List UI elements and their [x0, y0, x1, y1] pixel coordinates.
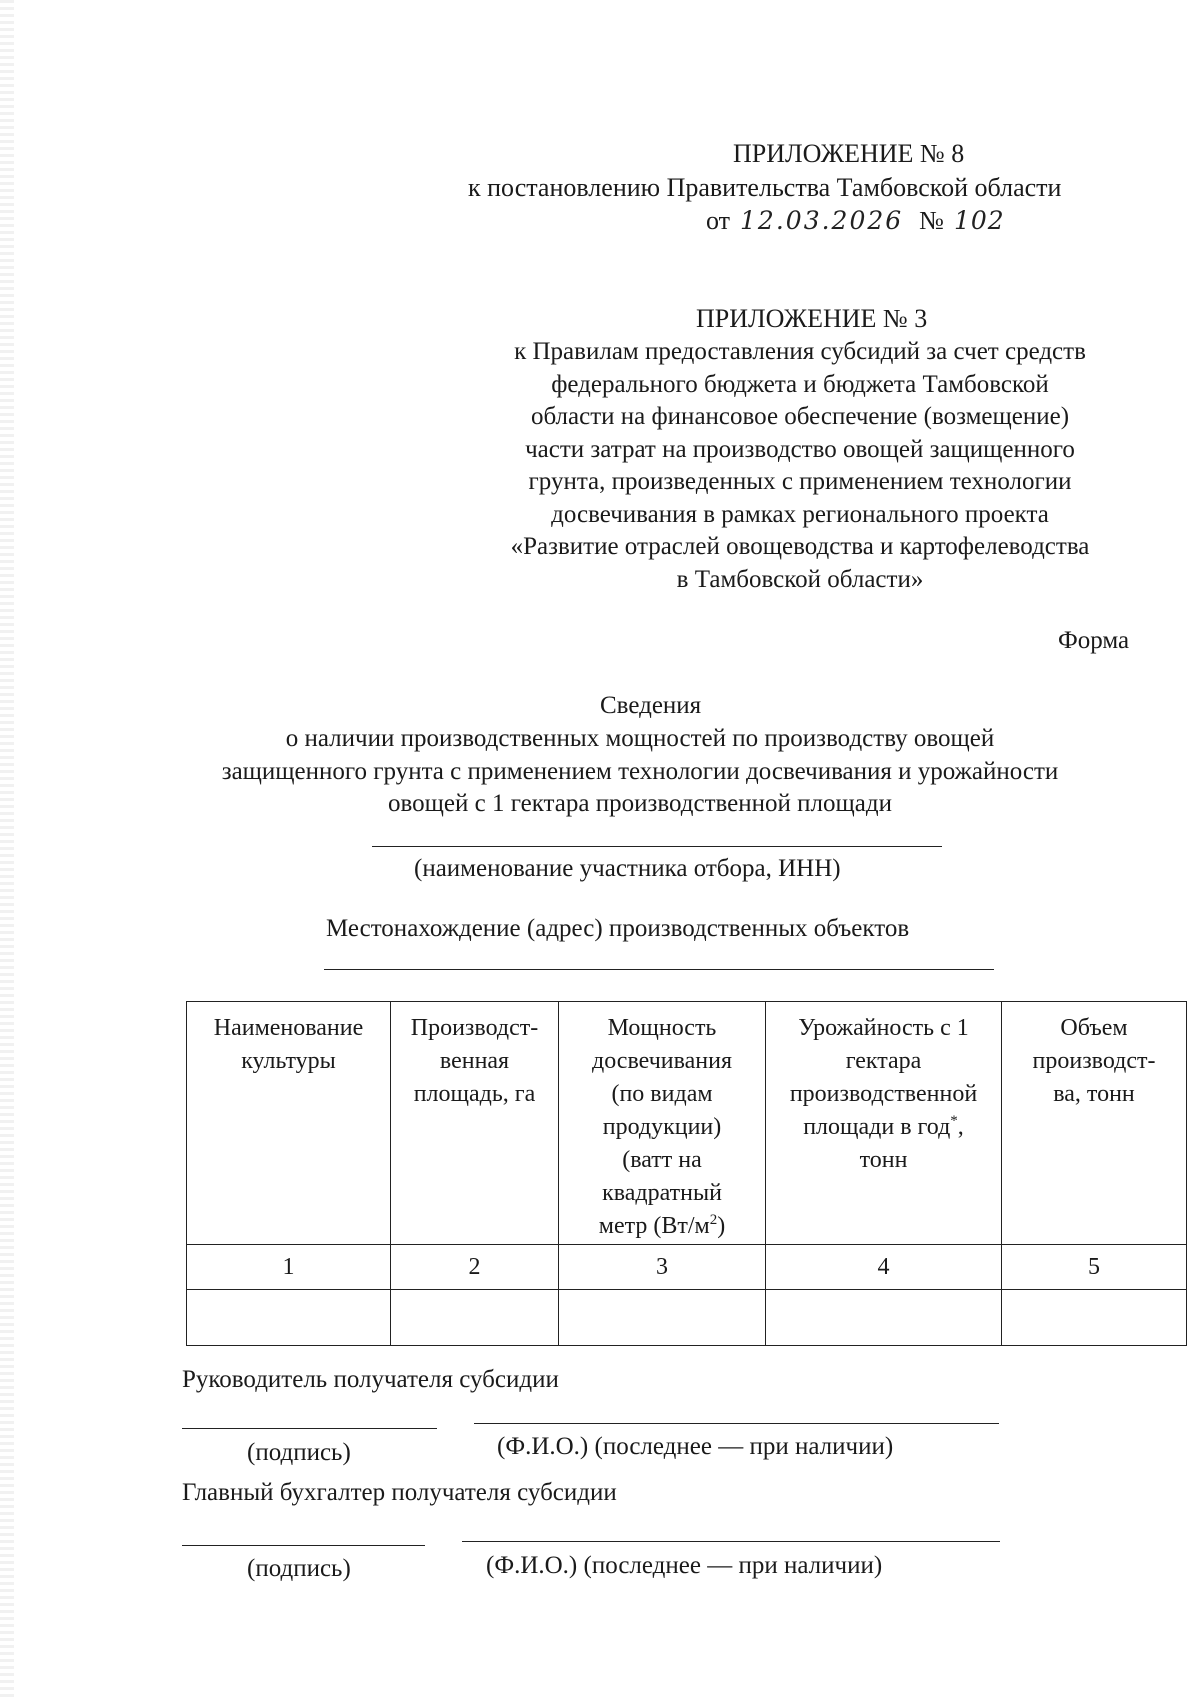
appendix3-line: к Правилам предоставления субсидий за счет средств: [514, 338, 1086, 365]
participant-caption: (наименование участника отбора, ИНН): [414, 855, 841, 882]
heading-line: овощей с 1 гектара производственной площади: [388, 790, 892, 817]
head-signature-line: [182, 1428, 437, 1429]
table-cell[interactable]: [1002, 1290, 1187, 1346]
appendix8-date-line: [706, 205, 1005, 239]
table-cell[interactable]: [391, 1290, 559, 1346]
header-production-volume: Объем производст- ва, тонн: [1002, 1002, 1187, 1245]
scan-edge: [0, 0, 14, 1697]
from-label: от: [706, 206, 731, 235]
header-production-area: Производст- венная площадь, га: [391, 1002, 559, 1245]
appendix8-subtitle: к постановлению Правительства Тамбовской области: [468, 173, 1062, 202]
appendix8-title: ПРИЛОЖЕНИЕ № 8: [733, 139, 965, 168]
header-yield: Урожайность с 1 гектара производственной площади в год*, тонн: [766, 1002, 1002, 1245]
number-label: №: [919, 206, 944, 235]
appendix3-line: досвечивания в рамках регионального проекта: [551, 500, 1049, 528]
column-number: 5: [1002, 1245, 1187, 1290]
table-cell[interactable]: [187, 1290, 391, 1346]
header-crop-name: Наименование культуры: [187, 1002, 391, 1245]
appendix3-line: части затрат на производство овощей защищенного: [525, 435, 1075, 463]
accountant-label: Главный бухгалтер получателя субсидии: [182, 1479, 617, 1506]
accountant-name-line: [462, 1541, 1000, 1542]
column-number: 4: [766, 1245, 1002, 1290]
handwritten-date: 12.03.2026: [740, 206, 904, 235]
table-header-row: [187, 1002, 1187, 1245]
table-row: [187, 1245, 1187, 1290]
heading-line: о наличии производственных мощностей по производству овощей: [285, 725, 995, 752]
handwritten-number: 102: [953, 206, 1005, 235]
capacity-table: [186, 1001, 1187, 1346]
header-lighting-power: Мощность досвечивания (по видам продукции) (ватт на квадратный метр $(Вт/м^2)$: [559, 1002, 766, 1245]
appendix3-line: области на финансовое обеспечение (возмещение): [530, 403, 1070, 430]
column-number: 3: [559, 1245, 766, 1290]
location-label: Местонахождение (адрес) производственных объектов: [326, 915, 910, 942]
accountant-name-caption: (Ф.И.О.) (последнее — при наличии): [486, 1552, 883, 1579]
heading-title: Сведения: [600, 692, 702, 719]
appendix3-line: грунта, произведенных с применением технологии: [528, 468, 1072, 495]
table-cell[interactable]: [559, 1290, 766, 1346]
head-signature-caption: (подпись): [247, 1439, 351, 1466]
heading-description: [150, 723, 1130, 821]
appendix3-description: [455, 336, 1145, 596]
form-label: Форма: [1058, 627, 1130, 654]
column-number: 1: [187, 1245, 391, 1290]
appendix3-line: «Развитие отраслей овощеводства и картофелеводства: [510, 533, 1090, 560]
column-number: 2: [391, 1245, 559, 1290]
table-row: [187, 1290, 1187, 1346]
heading-line: защищенного грунта с применением технологии досвечивания и урожайности: [221, 757, 1059, 785]
location-line: [324, 969, 994, 970]
appendix3-title: ПРИЛОЖЕНИЕ № 3: [696, 304, 928, 333]
head-name-line: [474, 1423, 999, 1424]
appendix3-line: федерального бюджета и бюджета Тамбовской: [551, 370, 1049, 398]
accountant-signature-caption: (подпись): [247, 1555, 351, 1582]
accountant-signature-line: [182, 1545, 425, 1546]
head-name-caption: (Ф.И.О.) (последнее — при наличии): [497, 1433, 894, 1460]
appendix3-line: в Тамбовской области»: [676, 565, 924, 593]
table-cell[interactable]: [766, 1290, 1002, 1346]
participant-name-line: [372, 846, 942, 847]
head-label: Руководитель получателя субсидии: [182, 1366, 559, 1393]
